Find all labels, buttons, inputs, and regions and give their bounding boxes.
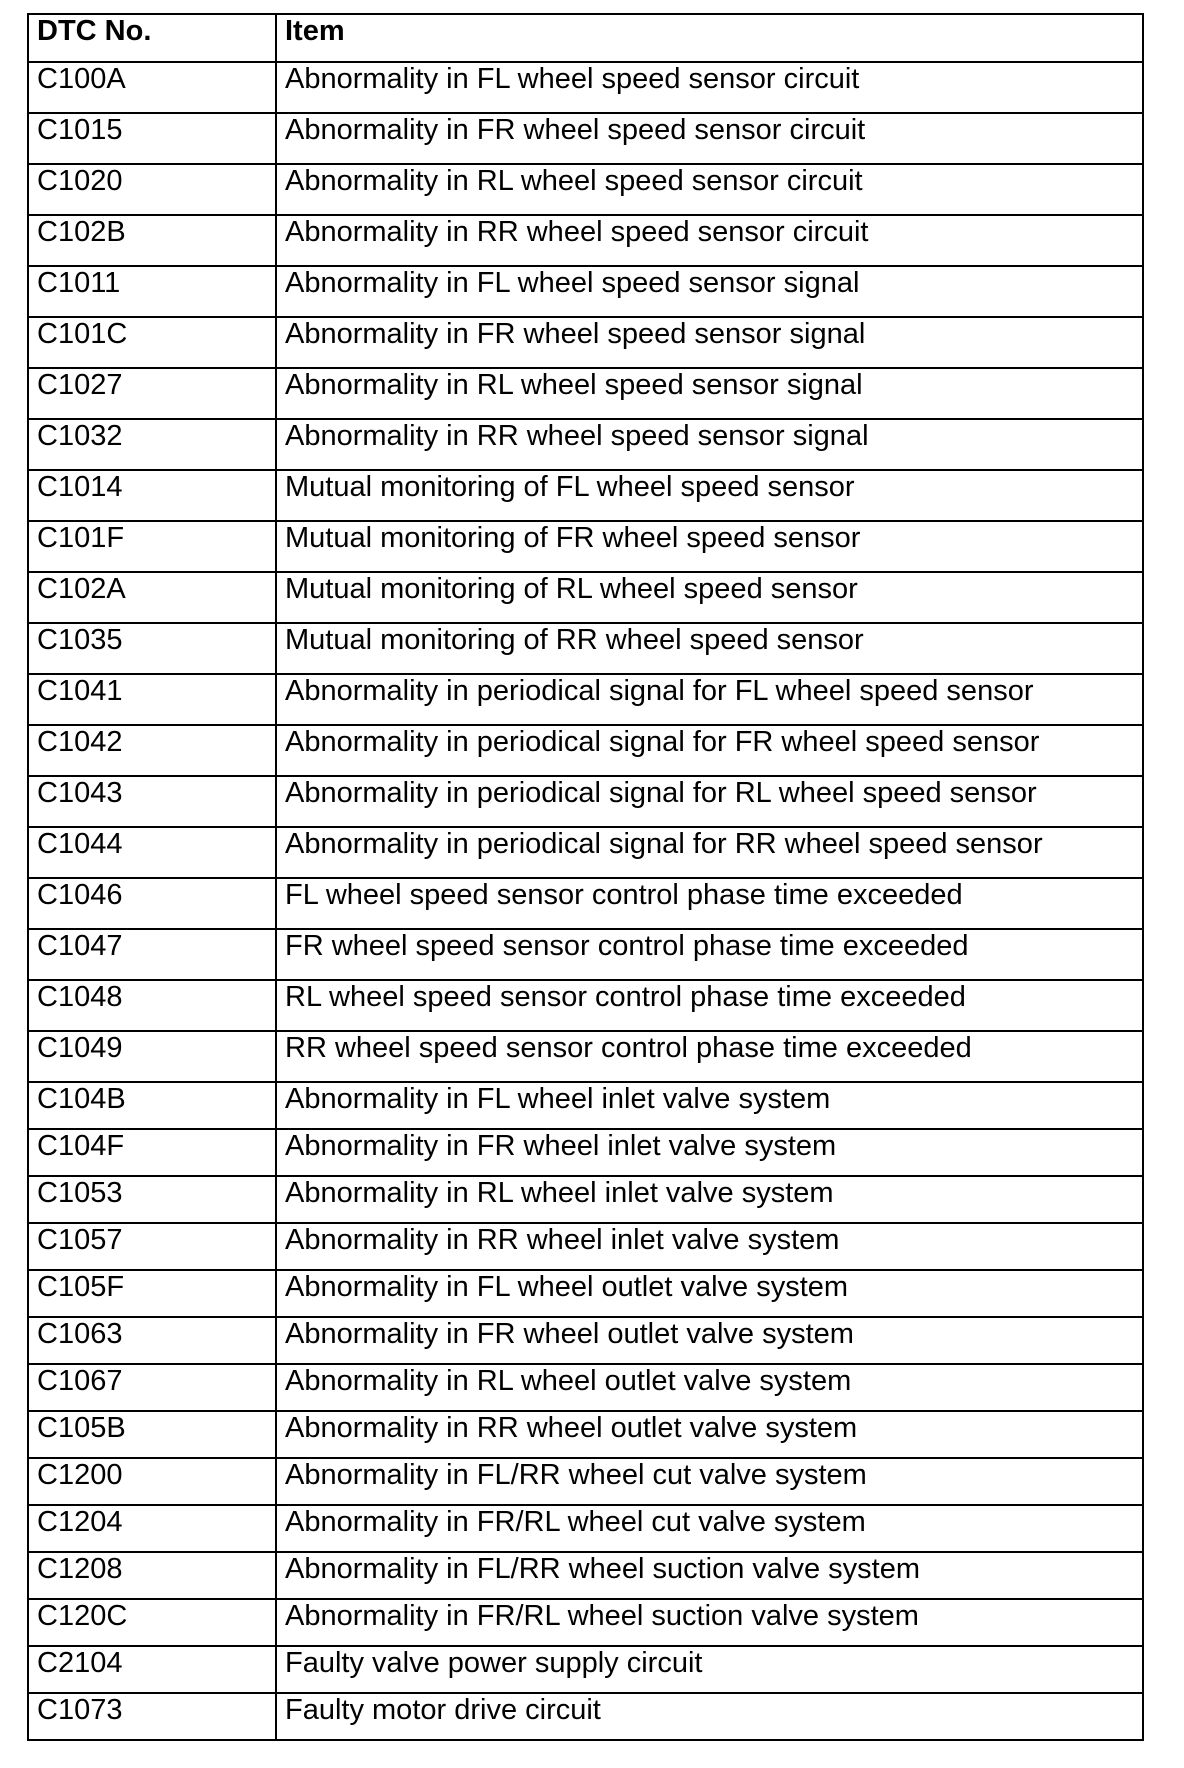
dtc-item-cell: Abnormality in FR wheel speed sensor signal bbox=[276, 317, 1143, 368]
dtc-code-cell: C1057 bbox=[28, 1223, 276, 1270]
dtc-code-cell: C1047 bbox=[28, 929, 276, 980]
dtc-code-cell: C104F bbox=[28, 1129, 276, 1176]
table-row bbox=[28, 1599, 1143, 1646]
table-row bbox=[28, 776, 1143, 827]
dtc-item-cell: Abnormality in RL wheel outlet valve system bbox=[276, 1364, 1143, 1411]
table-row bbox=[28, 113, 1143, 164]
dtc-item-cell: RR wheel speed sensor control phase time exceeded bbox=[276, 1031, 1143, 1082]
dtc-code-cell: C1020 bbox=[28, 164, 276, 215]
table-row bbox=[28, 1270, 1143, 1317]
table-row bbox=[28, 419, 1143, 470]
dtc-code-cell: C105F bbox=[28, 1270, 276, 1317]
table-row bbox=[28, 572, 1143, 623]
table-row bbox=[28, 1505, 1143, 1552]
dtc-item-cell: FR wheel speed sensor control phase time exceeded bbox=[276, 929, 1143, 980]
table-row bbox=[28, 674, 1143, 725]
dtc-item-cell: Abnormality in periodical signal for RL wheel speed sensor bbox=[276, 776, 1143, 827]
dtc-code-cell: C1048 bbox=[28, 980, 276, 1031]
dtc-code-cell: C2104 bbox=[28, 1646, 276, 1693]
dtc-item-cell: Abnormality in RR wheel speed sensor circuit bbox=[276, 215, 1143, 266]
table-row bbox=[28, 368, 1143, 419]
table-row bbox=[28, 470, 1143, 521]
dtc-code-cell: C1014 bbox=[28, 470, 276, 521]
dtc-code-cell: C101F bbox=[28, 521, 276, 572]
table-row bbox=[28, 1031, 1143, 1082]
dtc-item-cell: Faulty valve power supply circuit bbox=[276, 1646, 1143, 1693]
dtc-table bbox=[27, 13, 1144, 1741]
dtc-code-cell: C104B bbox=[28, 1082, 276, 1129]
table-row bbox=[28, 164, 1143, 215]
table-row bbox=[28, 725, 1143, 776]
table-row bbox=[28, 1082, 1143, 1129]
table-row bbox=[28, 623, 1143, 674]
dtc-item-cell: Abnormality in FL wheel speed sensor signal bbox=[276, 266, 1143, 317]
dtc-code-cell: C1043 bbox=[28, 776, 276, 827]
dtc-item-cell: Abnormality in FR wheel speed sensor circuit bbox=[276, 113, 1143, 164]
table-row bbox=[28, 317, 1143, 368]
table-header-row bbox=[28, 14, 1143, 62]
dtc-code-cell: C1053 bbox=[28, 1176, 276, 1223]
dtc-item-cell: Mutual monitoring of RR wheel speed sensor bbox=[276, 623, 1143, 674]
dtc-item-cell: Abnormality in periodical signal for FR wheel speed sensor bbox=[276, 725, 1143, 776]
dtc-code-cell: C1042 bbox=[28, 725, 276, 776]
table-row bbox=[28, 1693, 1143, 1740]
table-row bbox=[28, 1646, 1143, 1693]
table-row bbox=[28, 878, 1143, 929]
table-row bbox=[28, 1411, 1143, 1458]
dtc-code-cell: C105B bbox=[28, 1411, 276, 1458]
dtc-code-cell: C1044 bbox=[28, 827, 276, 878]
table-row bbox=[28, 62, 1143, 113]
header-item: Item bbox=[276, 14, 1143, 62]
table-row bbox=[28, 521, 1143, 572]
dtc-code-cell: C102A bbox=[28, 572, 276, 623]
dtc-code-cell: C1200 bbox=[28, 1458, 276, 1505]
dtc-item-cell: Abnormality in FR/RL wheel suction valve system bbox=[276, 1599, 1143, 1646]
dtc-code-cell: C1046 bbox=[28, 878, 276, 929]
dtc-code-cell: C1015 bbox=[28, 113, 276, 164]
dtc-code-cell: C1032 bbox=[28, 419, 276, 470]
dtc-code-cell: C1208 bbox=[28, 1552, 276, 1599]
dtc-code-cell: C1204 bbox=[28, 1505, 276, 1552]
dtc-item-cell: Abnormality in RR wheel speed sensor signal bbox=[276, 419, 1143, 470]
table-row bbox=[28, 827, 1143, 878]
dtc-item-cell: Abnormality in RL wheel speed sensor signal bbox=[276, 368, 1143, 419]
table-row bbox=[28, 1552, 1143, 1599]
dtc-code-cell: C102B bbox=[28, 215, 276, 266]
dtc-item-cell: Abnormality in FR/RL wheel cut valve system bbox=[276, 1505, 1143, 1552]
table-row bbox=[28, 1317, 1143, 1364]
dtc-item-cell: Abnormality in RL wheel speed sensor circuit bbox=[276, 164, 1143, 215]
dtc-item-cell: Mutual monitoring of FL wheel speed sensor bbox=[276, 470, 1143, 521]
table-body bbox=[28, 62, 1143, 1740]
dtc-code-cell: C1073 bbox=[28, 1693, 276, 1740]
table-row bbox=[28, 1223, 1143, 1270]
dtc-item-cell: Abnormality in FL/RR wheel cut valve system bbox=[276, 1458, 1143, 1505]
header-dtc-no: DTC No. bbox=[28, 14, 276, 62]
table-row bbox=[28, 980, 1143, 1031]
dtc-item-cell: Abnormality in FL wheel inlet valve system bbox=[276, 1082, 1143, 1129]
dtc-code-cell: C1067 bbox=[28, 1364, 276, 1411]
dtc-item-cell: RL wheel speed sensor control phase time exceeded bbox=[276, 980, 1143, 1031]
table-row bbox=[28, 266, 1143, 317]
dtc-item-cell: Abnormality in FL/RR wheel suction valve system bbox=[276, 1552, 1143, 1599]
dtc-item-cell: Abnormality in FL wheel speed sensor circuit bbox=[276, 62, 1143, 113]
table-row bbox=[28, 1364, 1143, 1411]
table-row bbox=[28, 1176, 1143, 1223]
dtc-code-cell: C1035 bbox=[28, 623, 276, 674]
dtc-item-cell: Abnormality in RR wheel inlet valve system bbox=[276, 1223, 1143, 1270]
dtc-item-cell: FL wheel speed sensor control phase time exceeded bbox=[276, 878, 1143, 929]
dtc-code-cell: C100A bbox=[28, 62, 276, 113]
dtc-code-cell: C1063 bbox=[28, 1317, 276, 1364]
dtc-item-cell: Abnormality in FR wheel inlet valve system bbox=[276, 1129, 1143, 1176]
dtc-item-cell: Faulty motor drive circuit bbox=[276, 1693, 1143, 1740]
dtc-code-cell: C101C bbox=[28, 317, 276, 368]
dtc-item-cell: Abnormality in periodical signal for RR wheel speed sensor bbox=[276, 827, 1143, 878]
dtc-item-cell: Abnormality in periodical signal for FL wheel speed sensor bbox=[276, 674, 1143, 725]
dtc-code-cell: C120C bbox=[28, 1599, 276, 1646]
dtc-code-cell: C1049 bbox=[28, 1031, 276, 1082]
table-row bbox=[28, 929, 1143, 980]
table-row bbox=[28, 215, 1143, 266]
dtc-item-cell: Abnormality in FR wheel outlet valve system bbox=[276, 1317, 1143, 1364]
dtc-code-cell: C1011 bbox=[28, 266, 276, 317]
dtc-item-cell: Abnormality in RL wheel inlet valve system bbox=[276, 1176, 1143, 1223]
dtc-item-cell: Mutual monitoring of FR wheel speed sensor bbox=[276, 521, 1143, 572]
table-row bbox=[28, 1129, 1143, 1176]
dtc-item-cell: Mutual monitoring of RL wheel speed sensor bbox=[276, 572, 1143, 623]
dtc-item-cell: Abnormality in RR wheel outlet valve system bbox=[276, 1411, 1143, 1458]
table-row bbox=[28, 1458, 1143, 1505]
dtc-code-cell: C1027 bbox=[28, 368, 276, 419]
dtc-item-cell: Abnormality in FL wheel outlet valve system bbox=[276, 1270, 1143, 1317]
dtc-code-cell: C1041 bbox=[28, 674, 276, 725]
